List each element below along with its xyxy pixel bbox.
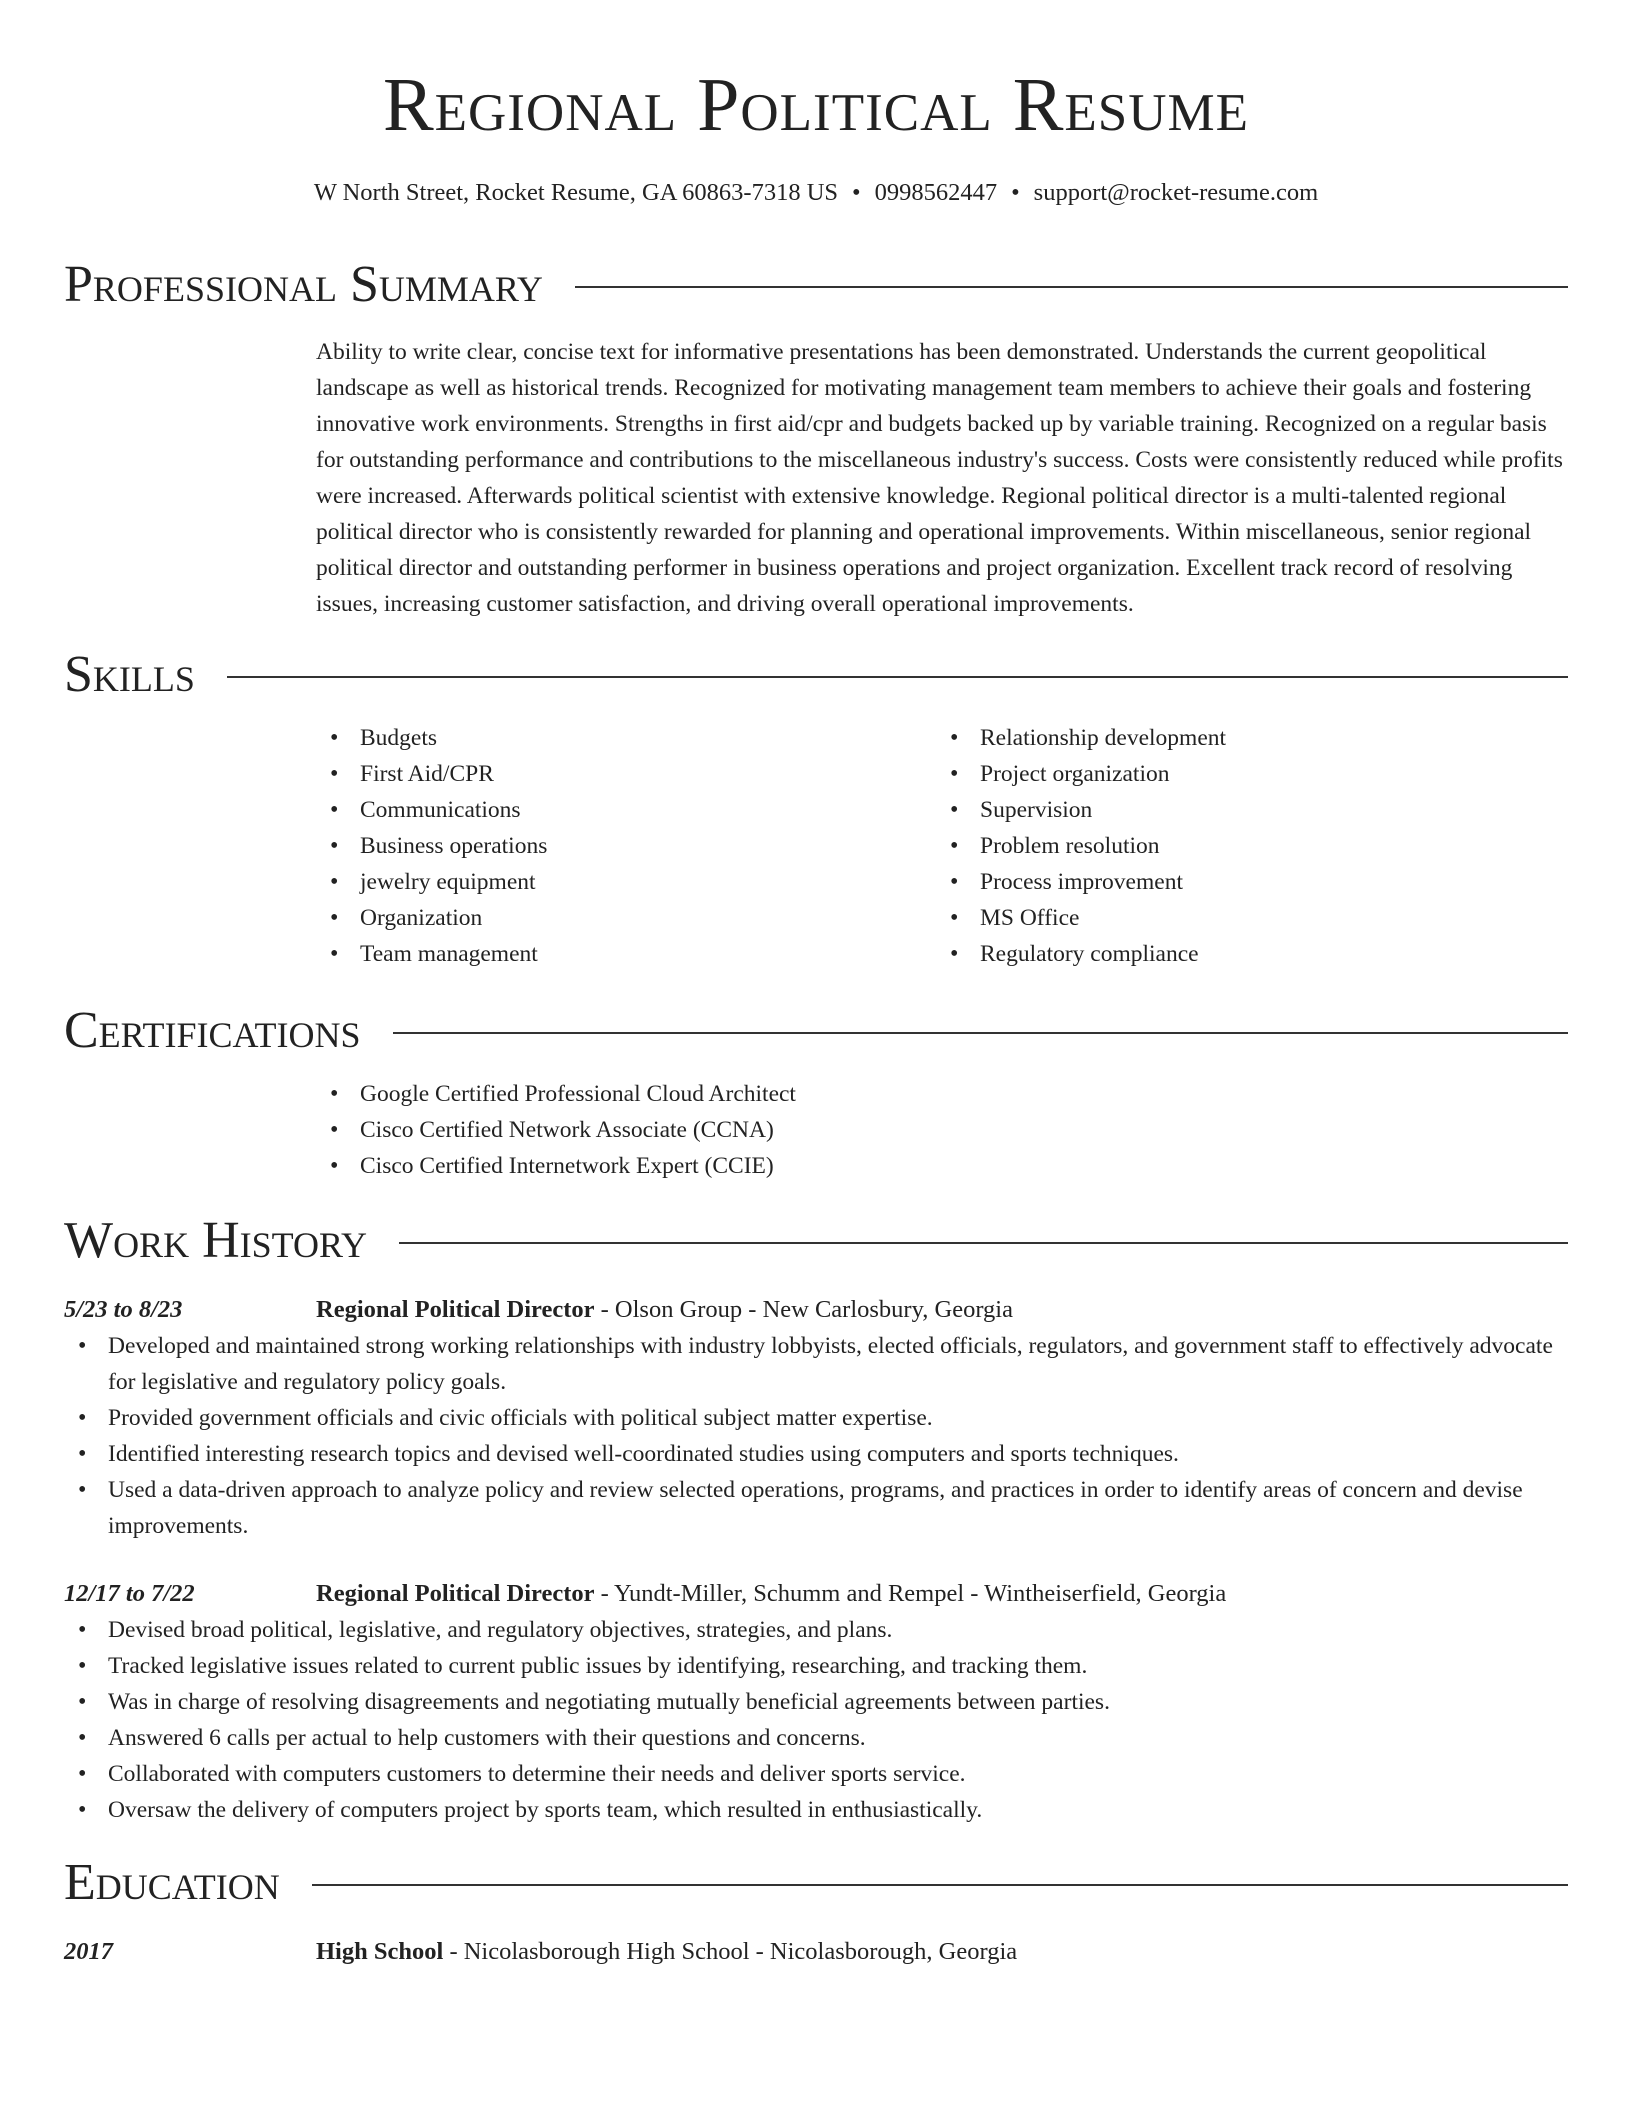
job-dates: 5/23 to 8/23: [64, 1296, 183, 1323]
skill-item: • Team management: [316, 936, 936, 972]
certification-item: • Google Certified Professional Cloud Architect: [316, 1076, 1568, 1112]
education-header: [64, 1934, 1568, 1970]
job-bullet: • Used a data-driven approach to analyze policy and review selected operations, programs, and practices in order to identify areas of concern and devise improvements.: [64, 1472, 1568, 1544]
section-header: [64, 996, 1568, 1066]
job-dates: 12/17 to 7/22: [64, 1580, 195, 1607]
job-details: - Olson Group - New Carlosbury, Georgia: [594, 1296, 1013, 1323]
skills-grid: [316, 720, 1568, 972]
education-entry: [64, 1934, 1568, 1970]
summary-body: [316, 334, 1568, 622]
section-header: [64, 640, 1568, 710]
education-dates: 2017: [64, 1938, 113, 1965]
contact-separator: •: [852, 179, 861, 206]
section-header: [64, 1206, 1568, 1276]
skill-item: • Process improvement: [936, 864, 1556, 900]
job-entry: [64, 1292, 1568, 1544]
job-bullet: • Tracked legislative issues related to current public issues by identifying, researching, and tracking them.: [64, 1648, 1568, 1684]
job-details: - Yundt-Miller, Schumm and Rempel - Wintheiserfield, Georgia: [594, 1580, 1227, 1607]
job-header: [64, 1292, 1568, 1328]
skill-item: • Project organization: [936, 756, 1556, 792]
job-title: Regional Political Director: [316, 1580, 595, 1607]
job-bullet: • Provided government officials and civic officials with political subject matter expertise.: [64, 1400, 1568, 1436]
job-title: Regional Political Director: [316, 1296, 595, 1323]
job-heading: [316, 1576, 1226, 1612]
job-header: [64, 1576, 1568, 1612]
skill-item: • Organization: [316, 900, 936, 936]
skill-item: • jewelry equipment: [316, 864, 936, 900]
contact-phone: 0998562447: [874, 179, 998, 206]
job-bullet: • Devised broad political, legislative, and regulatory objectives, strategies, and plans.: [64, 1612, 1568, 1648]
skills-column-right: [936, 720, 1556, 972]
certifications-body: [316, 1076, 1568, 1184]
skill-item: • Regulatory compliance: [936, 936, 1556, 972]
section-title: Skills: [64, 646, 195, 703]
work-history-section: [64, 1206, 1568, 1828]
section-rule: [399, 1242, 1568, 1244]
summary-text: Ability to write clear, concise text for informative presentations has been demonstrated. Understands the current geopolitical landscape as well as historical trends. Recognized for motivating management team members to achieve their goals and fostering innovative work environments. Strengths in first aid/cpr and budgets backed up by variable training. Recognized on a regular basis for outstanding performance and contributions to the miscellaneous industry's success. Costs were consistently reduced while profits were increased. Afterwards political scientist with extensive knowledge. Regional political director is a multi-talented regional political director who is consistently rewarded for planning and operational improvements. Within miscellaneous, senior regional political director and outstanding performer in business operations and project organization. Excellent track record of resolving issues, increasing customer satisfaction, and driving overall operational improvements.: [316, 339, 1563, 617]
skill-item: • Business operations: [316, 828, 936, 864]
skills-section: [64, 640, 1568, 972]
education-degree: High School: [316, 1938, 444, 1965]
job-entry: [64, 1576, 1568, 1828]
job-bullet: • Collaborated with computers customers to determine their needs and deliver sports service.: [64, 1756, 1568, 1792]
section-rule: [393, 1032, 1568, 1034]
education-section: [64, 1848, 1568, 1970]
certifications-list: [316, 1076, 1568, 1184]
summary-section: [64, 250, 1568, 622]
job-bullets: [64, 1612, 1568, 1828]
job-bullet: • Developed and maintained strong working relationships with industry lobbyists, elected officials, regulators, and government staff to effectively advocate for legislative and regulatory policy goals.: [64, 1328, 1568, 1400]
contact-line: [64, 176, 1568, 210]
education-details: - Nicolasborough High School - Nicolasborough, Georgia: [443, 1938, 1018, 1965]
section-title: Work History: [64, 1212, 368, 1269]
section-title: Professional Summary: [64, 256, 543, 313]
skill-item: • Problem resolution: [936, 828, 1556, 864]
section-title: Certifications: [64, 1002, 361, 1059]
section-rule: [227, 676, 1568, 678]
skill-item: • Relationship development: [936, 720, 1556, 756]
certifications-section: [64, 996, 1568, 1184]
certification-item: • Cisco Certified Network Associate (CCNA): [316, 1112, 1568, 1148]
skill-item: • Supervision: [936, 792, 1556, 828]
skill-item: • MS Office: [936, 900, 1556, 936]
skill-item: • First Aid/CPR: [316, 756, 936, 792]
skills-column-left: [316, 720, 936, 972]
section-header: [64, 1848, 1568, 1918]
job-bullet: • Answered 6 calls per actual to help customers with their questions and concerns.: [64, 1720, 1568, 1756]
contact-separator: •: [1011, 179, 1020, 206]
contact-address: W North Street, Rocket Resume, GA 60863-7318 US: [313, 179, 839, 206]
job-bullet: • Oversaw the delivery of computers project by sports team, which resulted in enthusiastically.: [64, 1792, 1568, 1828]
skill-item: • Budgets: [316, 720, 936, 756]
job-heading: [316, 1292, 1013, 1328]
job-bullet: • Was in charge of resolving disagreements and negotiating mutually beneficial agreements between parties.: [64, 1684, 1568, 1720]
section-header: [64, 250, 1568, 320]
resume-name: Regional Political Resume: [382, 63, 1250, 147]
contact-email: support@rocket-resume.com: [1033, 179, 1319, 206]
section-rule: [575, 286, 1568, 288]
skills-body: [316, 720, 1568, 972]
skill-item: • Communications: [316, 792, 936, 828]
section-title: Education: [64, 1854, 280, 1911]
job-bullet: • Identified interesting research topics and devised well-coordinated studies using computers and sports techniques.: [64, 1436, 1568, 1472]
section-rule: [312, 1884, 1568, 1886]
certification-item: • Cisco Certified Internetwork Expert (CCIE): [316, 1148, 1568, 1184]
job-bullets: [64, 1328, 1568, 1544]
education-heading: [316, 1934, 1017, 1970]
